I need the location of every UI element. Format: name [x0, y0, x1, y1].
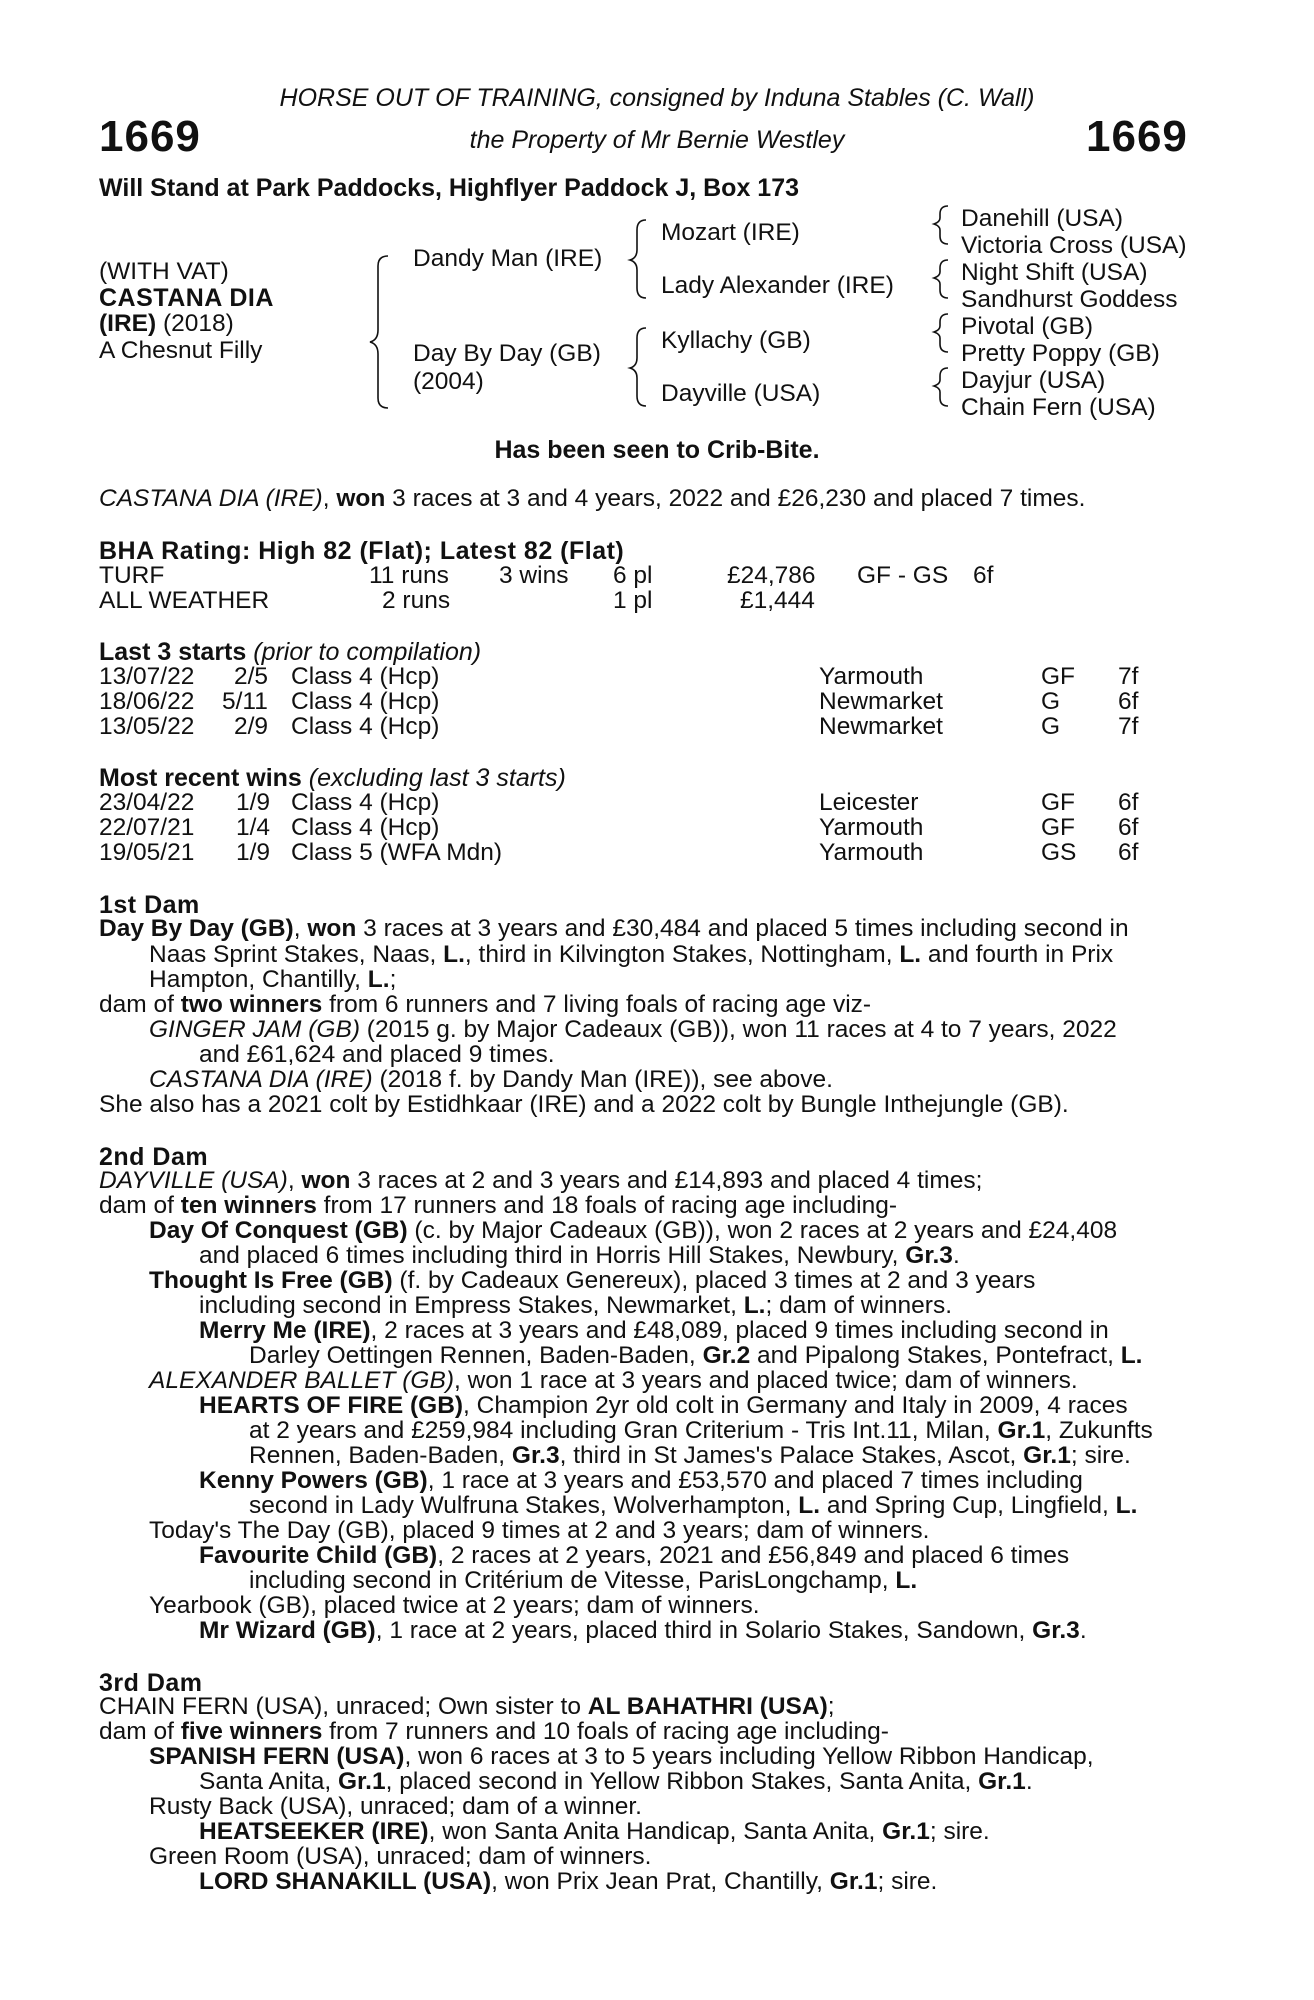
- progeny-name: Favourite Child (GB): [199, 1542, 438, 1569]
- text: dam of: [99, 1192, 181, 1219]
- recent-label: Most recent wins: [99, 764, 302, 792]
- dam2-p3-l1: [199, 1318, 1109, 1343]
- sep: ,: [293, 915, 308, 942]
- dam: Day By Day (GB): [413, 340, 601, 367]
- dam1-line4: [99, 992, 871, 1017]
- dam2-p6-l1: [199, 1468, 1083, 1493]
- dam2-p2-l2: [199, 1293, 952, 1318]
- grade: L.: [367, 966, 390, 993]
- brace-ss: [934, 206, 948, 244]
- text: , third in Kilvington Stakes, Nottingham,: [464, 941, 900, 968]
- dam-dam: Dayville (USA): [661, 380, 821, 407]
- course: Leicester: [819, 789, 919, 816]
- going: GF: [1041, 814, 1076, 841]
- progeny-name: Merry Me (IRE): [199, 1317, 371, 1344]
- dam2-p7: Today's The Day (GB), placed 9 times at 2 and 3 years; dam of winners.: [149, 1517, 930, 1544]
- text: 3 races at 2 and 3 years and £14,893 and placed 4 times;: [350, 1167, 983, 1194]
- progeny-name: Kenny Powers (GB): [199, 1467, 428, 1494]
- grade: Gr.1: [337, 1768, 386, 1795]
- grade: Gr.3: [1032, 1617, 1080, 1644]
- text: 3 races at 3 years and £30,484 and placed 5 times including second in: [356, 915, 1129, 942]
- grade: L.: [1120, 1342, 1143, 1369]
- text: from 7 runners and 10 foals of racing age including-: [322, 1718, 889, 1745]
- text: .: [1079, 1617, 1087, 1644]
- dam3-p4: Green Room (USA), unraced; dam of winners.: [149, 1843, 652, 1870]
- surface: TURF: [99, 562, 165, 589]
- dam2-p1-l1: [149, 1218, 1117, 1243]
- distance: 6f: [1118, 814, 1139, 841]
- dam2-title: 2nd Dam: [99, 1143, 209, 1171]
- rating-title: BHA Rating: High 82 (Flat); Latest 82 (Flat): [99, 537, 625, 565]
- dam2-name: DAYVILLE (USA): [99, 1167, 288, 1194]
- prize: £1,444: [740, 587, 815, 614]
- position: 5/11: [222, 688, 268, 715]
- placed: 6 pl: [613, 562, 653, 589]
- text: ; sire.: [877, 1868, 938, 1895]
- dam2-p5-l3: [249, 1443, 1131, 1468]
- dd-sire: Dayjur (USA): [961, 367, 1106, 394]
- race-class: Class 4 (Hcp): [291, 688, 440, 715]
- progeny-name: HEATSEEKER (IRE): [199, 1818, 429, 1845]
- dam2-p2-l1: [149, 1268, 1035, 1293]
- position: 2/5: [234, 663, 269, 690]
- text: .: [1025, 1768, 1033, 1795]
- dam1-line3: [149, 967, 396, 992]
- last3-label: Last 3 starts: [99, 638, 247, 666]
- going: G: [1041, 688, 1061, 715]
- dam3-line1: [99, 1694, 835, 1719]
- dam2-p9: Yearbook (GB), placed twice at 2 years; dam of winners.: [149, 1592, 760, 1619]
- ds-sire: Pivotal (GB): [961, 313, 1094, 340]
- progeny-name: GINGER JAM (GB): [149, 1016, 360, 1043]
- dam3-p1-l1: [149, 1744, 1094, 1769]
- dam2-p8-l2: [249, 1568, 917, 1593]
- course: Newmarket: [819, 688, 943, 715]
- summary-won: won: [336, 485, 386, 512]
- brace-dam: [630, 328, 646, 406]
- date: 19/05/21: [99, 839, 195, 866]
- text: , won Santa Anita Handicap, Santa Anita,: [428, 1818, 883, 1845]
- dam1-title: 1st Dam: [99, 891, 200, 919]
- text: , won 6 races at 3 to 5 years including Yellow Ribbon Handicap,: [404, 1743, 1094, 1770]
- grade: Gr.1: [882, 1818, 930, 1845]
- text: ;: [389, 966, 397, 993]
- course: Yarmouth: [819, 663, 924, 690]
- dam2-p1-l2: [199, 1243, 960, 1268]
- race-class: Class 5 (WFA Mdn): [291, 839, 503, 866]
- recent-note: (excluding last 3 starts): [301, 764, 566, 792]
- dam2-p8-l1: [199, 1543, 1069, 1568]
- sibling-name: AL BAHATHRI (USA): [587, 1693, 828, 1720]
- dam1-line5: [149, 1017, 1117, 1042]
- text: ; sire.: [929, 1818, 990, 1845]
- horse-country: (IRE): [99, 310, 157, 337]
- text: , placed second in Yellow Ribbon Stakes, Santa Anita,: [385, 1768, 979, 1795]
- winners-count: five winners: [180, 1718, 323, 1745]
- dam3-p2: Rusty Back (USA), unraced; dam of a winner.: [149, 1793, 642, 1820]
- ss-sire: Danehill (USA): [961, 205, 1124, 232]
- distance: 6f: [1118, 839, 1139, 866]
- sep: ,: [287, 1167, 302, 1194]
- text: , Zukunfts: [1045, 1417, 1153, 1444]
- dam3-p1-l2: [199, 1769, 1033, 1794]
- text: Hampton, Chantilly,: [149, 966, 368, 993]
- text: , 1 race at 3 years and £53,570 and placed 7 times including: [427, 1467, 1083, 1494]
- text: , 1 race at 2 years, placed third in Solario Stakes, Sandown,: [375, 1617, 1033, 1644]
- dam2-p5-l2: [249, 1418, 1153, 1443]
- text: ;: [827, 1693, 835, 1720]
- ds-dam: Pretty Poppy (GB): [961, 340, 1160, 367]
- dam1-line8: She also has a 2021 colt by Estidhkaar (IRE) and a 2022 colt by Bungle Inthejungle (GB).: [99, 1091, 1069, 1118]
- text: , third in St James's Palace Stakes, Ascot,: [559, 1442, 1024, 1469]
- race-class: Class 4 (Hcp): [291, 663, 440, 690]
- text: , 2 races at 3 years and £48,089, placed 9 times including second in: [370, 1317, 1109, 1344]
- text: Darley Oettingen Rennen, Baden-Baden,: [249, 1342, 703, 1369]
- going: G: [1041, 713, 1061, 740]
- sire-sire: Mozart (IRE): [661, 219, 800, 246]
- grade: L.: [443, 941, 465, 968]
- position: 1/4: [236, 814, 271, 841]
- dam1-line2: [149, 942, 1113, 967]
- text: (2018 f. by Dandy Man (IRE)), see above.: [372, 1066, 833, 1093]
- text: ; dam of winners.: [765, 1292, 953, 1319]
- text: including second in Critérium de Vitesse, ParisLongchamp,: [249, 1567, 896, 1594]
- dam2-p4: [149, 1368, 1078, 1393]
- text: and Pipalong Stakes, Pontefract,: [750, 1342, 1121, 1369]
- course: Yarmouth: [819, 839, 924, 866]
- dd-dam: Chain Fern (USA): [961, 394, 1156, 421]
- distance: 7f: [1118, 663, 1139, 690]
- grade: L.: [798, 1492, 821, 1519]
- last3-note: (prior to compilation): [246, 638, 482, 666]
- sd-sire: Night Shift (USA): [961, 259, 1148, 286]
- grade: Gr.1: [829, 1868, 878, 1895]
- placed: 1 pl: [613, 587, 653, 614]
- wins: 3 wins: [499, 562, 569, 589]
- position: 1/9: [236, 839, 271, 866]
- distance: 6f: [1118, 688, 1139, 715]
- grade: Gr.1: [997, 1417, 1046, 1444]
- distance: 7f: [1118, 713, 1139, 740]
- progeny-name: LORD SHANAKILL (USA): [199, 1868, 492, 1895]
- sire-dam: Lady Alexander (IRE): [661, 272, 894, 299]
- dam3-title: 3rd Dam: [99, 1669, 203, 1697]
- summary-line: CASTANA DIA (IRE), won 3 races at 3 and 4 years, 2022 and £26,230 and placed 7 times.: [99, 485, 1086, 512]
- dam-sire: Kyllachy (GB): [661, 327, 811, 354]
- brace-sd: [934, 260, 948, 298]
- dam2-line1: [99, 1168, 982, 1193]
- progeny-name: Thought Is Free (GB): [149, 1267, 393, 1294]
- lot-number-left: 1669: [99, 112, 201, 161]
- dam-year: (2004): [413, 368, 484, 395]
- dam3-p5: [199, 1869, 937, 1894]
- going: GF - GS: [857, 562, 949, 589]
- going: GF: [1041, 663, 1076, 690]
- horse-name: CASTANA DIA: [99, 284, 274, 312]
- text: .: [952, 1242, 960, 1269]
- progeny-name: Mr Wizard (GB): [199, 1617, 376, 1644]
- dam2-line2: [99, 1193, 897, 1218]
- going: GS: [1041, 839, 1077, 866]
- text: (2015 g. by Major Cadeaux (GB)), won 11 races at 4 to 7 years, 2022: [359, 1016, 1117, 1043]
- sd-dam: Sandhurst Goddess: [961, 286, 1178, 313]
- grade: L.: [899, 941, 922, 968]
- date: 18/06/22: [99, 688, 195, 715]
- dam1-line6: and £61,624 and placed 9 times.: [199, 1041, 555, 1068]
- text: (c. by Major Cadeaux (GB)), won 2 races at 2 years and £24,408: [407, 1217, 1118, 1244]
- header-property: the Property of Mr Bernie Westley: [469, 126, 845, 154]
- course: Yarmouth: [819, 814, 924, 841]
- text: from 6 runners and 7 living foals of racing age viz-: [322, 991, 872, 1018]
- text: and Spring Cup, Lingfield,: [820, 1492, 1116, 1519]
- ss-dam: Victoria Cross (USA): [961, 232, 1187, 259]
- winners-count: ten winners: [180, 1192, 317, 1219]
- text: including second in Empress Stakes, Newmarket,: [199, 1292, 744, 1319]
- race-class: Class 4 (Hcp): [291, 814, 440, 841]
- dam3-p3: [199, 1819, 990, 1844]
- horse-year: (2018): [156, 310, 234, 337]
- text: dam of: [99, 991, 181, 1018]
- text: CHAIN FERN (USA), unraced; Own sister to: [99, 1693, 588, 1720]
- text: , 2 races at 2 years, 2021 and £56,849 and placed 6 times: [437, 1542, 1070, 1569]
- summary-horse: CASTANA DIA (IRE): [99, 485, 323, 512]
- grade: Gr.1: [1023, 1442, 1071, 1469]
- vat-label: (WITH VAT): [99, 258, 229, 285]
- text: second in Lady Wulfruna Stakes, Wolverhampton,: [249, 1492, 799, 1519]
- text: (f. by Cadeaux Genereux), placed 3 times at 2 and 3 years: [392, 1267, 1036, 1294]
- dam1-line7: [149, 1067, 833, 1092]
- date: 13/07/22: [99, 663, 195, 690]
- text: , Champion 2yr old colt in Germany and Italy in 2009, 4 races: [463, 1392, 1128, 1419]
- going: GF: [1041, 789, 1076, 816]
- dam2-p3-l2: [249, 1343, 1143, 1368]
- prize: £24,786: [727, 562, 816, 589]
- distance: 6f: [1118, 789, 1139, 816]
- text: Rennen, Baden-Baden,: [249, 1442, 512, 1469]
- text: Naas Sprint Stakes, Naas,: [149, 941, 444, 968]
- text: at 2 years and £259,984 including Gran Criterium - Tris Int.11, Milan,: [249, 1417, 998, 1444]
- grade: Gr.3: [511, 1442, 560, 1469]
- brace-ds: [934, 314, 948, 352]
- dam1-name: Day By Day (GB): [99, 915, 294, 942]
- brace-dd: [934, 368, 948, 406]
- dam2-p10: [199, 1618, 1087, 1643]
- text: and fourth in Prix: [921, 941, 1114, 968]
- progeny-name: ALEXANDER BALLET (GB): [149, 1367, 454, 1394]
- grade: Gr.3: [905, 1242, 953, 1269]
- distance: 6f: [973, 562, 994, 589]
- progeny-name: HEARTS OF FIRE (GB): [199, 1392, 464, 1419]
- surface: ALL WEATHER: [99, 587, 270, 614]
- text: ; sire.: [1070, 1442, 1131, 1469]
- text: dam of: [99, 1718, 181, 1745]
- won: won: [307, 915, 357, 942]
- text: and placed 6 times including third in Horris Hill Stakes, Newbury,: [199, 1242, 906, 1269]
- location-line: Will Stand at Park Paddocks, Highflyer Paddock J, Box 173: [99, 174, 799, 202]
- horse-description: A Chesnut Filly: [99, 337, 263, 364]
- crib-bite-notice: Has been seen to Crib-Bite.: [494, 436, 820, 464]
- grade: Gr.1: [978, 1768, 1026, 1795]
- grade: L.: [895, 1567, 918, 1594]
- header-consignor: HORSE OUT OF TRAINING, consigned by Induna Stables (C. Wall): [279, 84, 1035, 112]
- runs: 2 runs: [382, 587, 451, 614]
- dam1-line1: [99, 916, 1129, 941]
- position: 1/9: [236, 789, 271, 816]
- date: 13/05/22: [99, 713, 195, 740]
- runs: 11 runs: [369, 562, 449, 589]
- text: from 17 runners and 18 foals of racing age including-: [316, 1192, 898, 1219]
- course: Newmarket: [819, 713, 943, 740]
- race-class: Class 4 (Hcp): [291, 789, 440, 816]
- lot-number-right: 1669: [1086, 112, 1188, 161]
- text: , won Prix Jean Prat, Chantilly,: [491, 1868, 830, 1895]
- winners-count: two winners: [180, 991, 323, 1018]
- position: 2/9: [234, 713, 269, 740]
- date: 23/04/22: [99, 789, 195, 816]
- won: won: [301, 1167, 351, 1194]
- grade: L.: [743, 1292, 766, 1319]
- text: , won 1 race at 3 years and placed twice; dam of winners.: [453, 1367, 1078, 1394]
- grade: Gr.2: [702, 1342, 751, 1369]
- text: Santa Anita,: [199, 1768, 338, 1795]
- dam3-line2: [99, 1719, 889, 1744]
- summary-rest: 3 races at 3 and 4 years, 2022 and £26,230 and placed 7 times.: [385, 485, 1086, 512]
- race-class: Class 4 (Hcp): [291, 713, 440, 740]
- dam2-p5-l1: [199, 1393, 1128, 1418]
- progeny-name: SPANISH FERN (USA): [149, 1743, 405, 1770]
- dam2-p6-l2: [249, 1493, 1137, 1518]
- progeny-name: CASTANA DIA (IRE): [149, 1066, 373, 1093]
- date: 22/07/21: [99, 814, 195, 841]
- brace-sire: [630, 220, 646, 298]
- brace-sire-dam: [370, 256, 388, 408]
- sire: Dandy Man (IRE): [413, 245, 603, 272]
- grade: L.: [1115, 1492, 1138, 1519]
- progeny-name: Day Of Conquest (GB): [149, 1217, 408, 1244]
